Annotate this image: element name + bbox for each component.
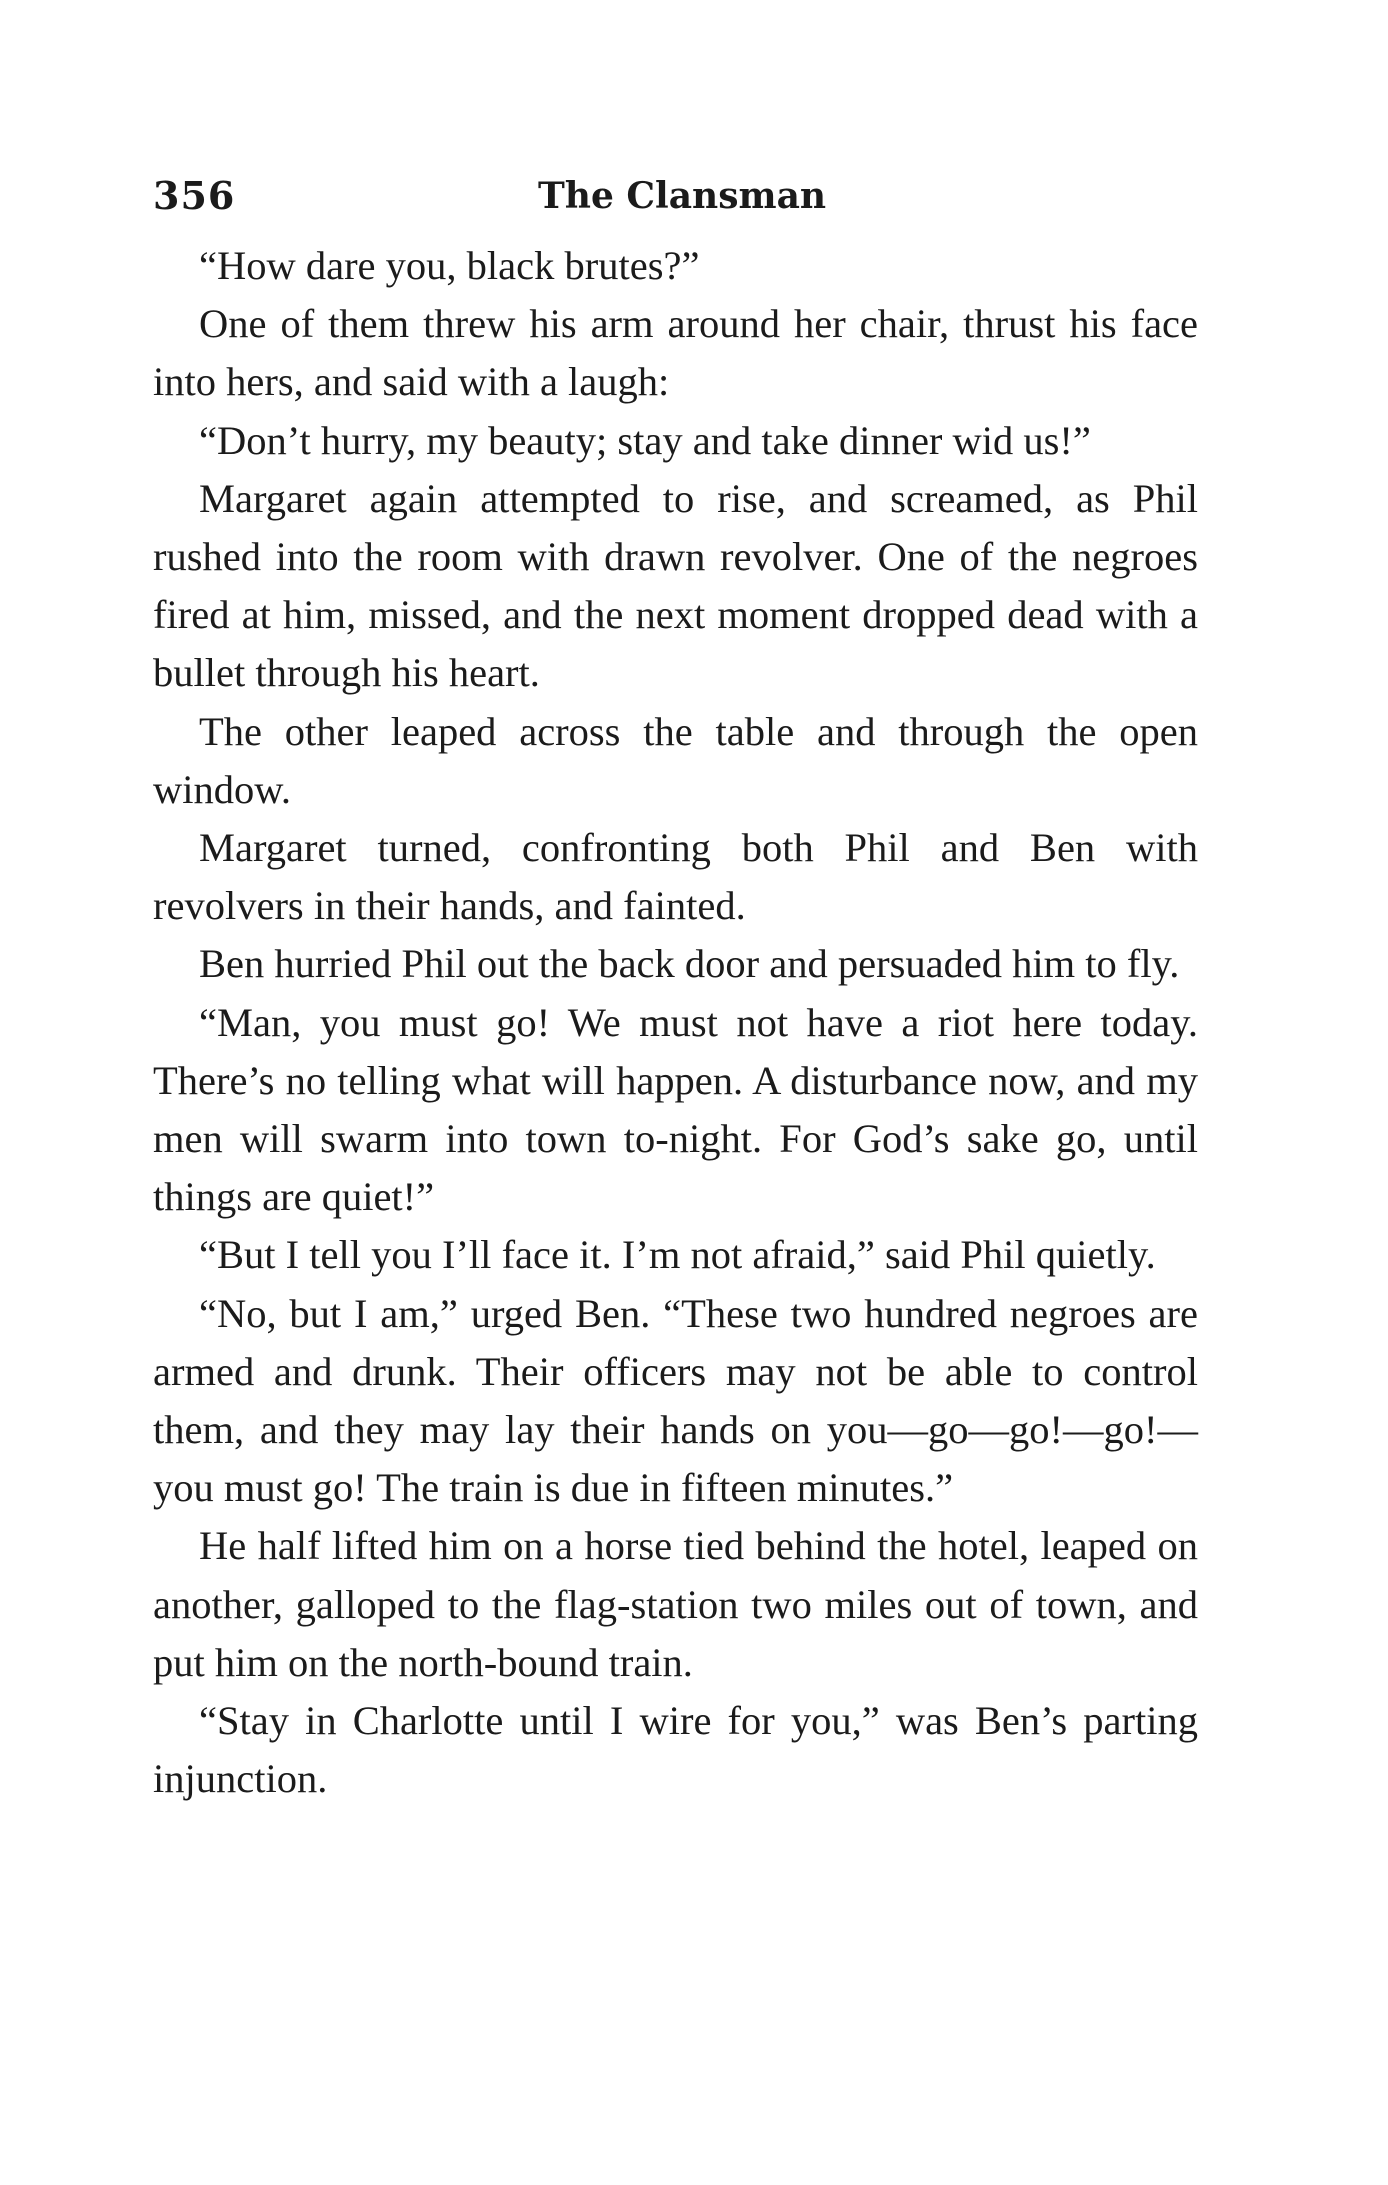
paragraph: “How dare you, black brutes?” [199, 243, 700, 288]
paragraph: “Don’t hurry, my beauty; stay and take dinner wid us!” [199, 417, 1091, 463]
running-head [153, 166, 1198, 226]
paragraph: “Man, you must go! We must not have a riot here today. There’s no telling what will happen. A disturbance now, and my men will swarm into town to-night. For God’s sake go, until things are quiet!” [153, 999, 1198, 1220]
paragraph: He half lifted him on a horse tied behind the hotel, leaped on another, galloped to the flag-station two miles out of town, and put him on the north-bound train. [153, 1523, 1198, 1685]
paragraph: “Stay in Charlotte until I wire for you,” was Ben’s parting injunction. [153, 1698, 1198, 1802]
paragraph: The other leaped across the table and through the open window. [153, 708, 1198, 812]
paragraph: “No, but I am,” urged Ben. “These two hundred negroes are armed and drunk. Their officers may not be able to control them, and they may lay their hands on you—go—go!—go!—you must go! The train is due in fifteen minutes.” [153, 1290, 1198, 1511]
book-title: The Clansman [538, 175, 827, 217]
paragraph: Margaret again attempted to rise, and screamed, as Phil rushed into the room with drawn revolver. One of the negroes fired at him, missed, and the next moment dropped dead with a bullet through his heart. [153, 475, 1198, 696]
paragraph: Margaret turned, confronting both Phil and Ben with revolvers in their hands, and fainted. [153, 825, 1198, 929]
paragraph: Ben hurried Phil out the back door and persuaded him to fly. [199, 941, 1180, 987]
page-number: 356 [153, 173, 236, 218]
body-text [153, 237, 1198, 1808]
paragraph: “But I tell you I’ll face it. I’m not afraid,” said Phil quietly. [199, 1232, 1156, 1278]
paragraph: One of them threw his arm around her chair, thrust his face into hers, and said with a laugh: [153, 301, 1198, 405]
